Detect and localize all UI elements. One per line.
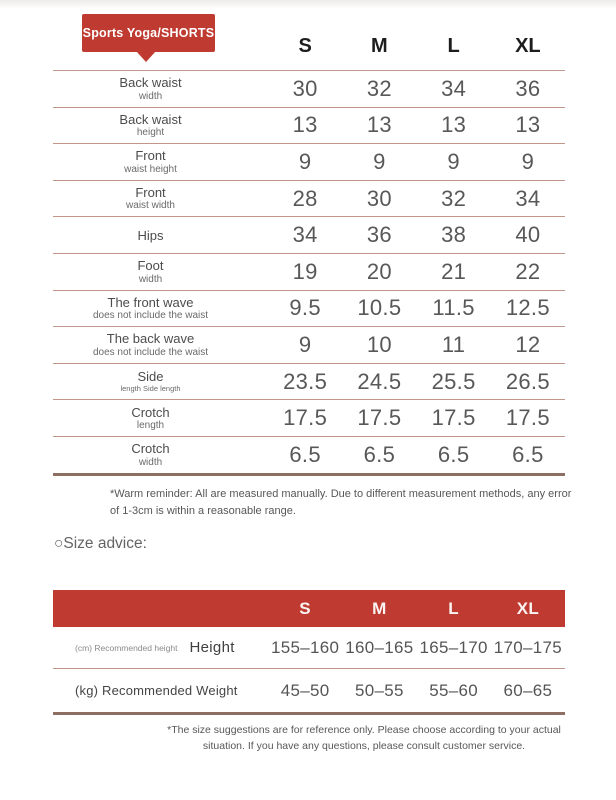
- row-label-sub: height: [136, 127, 165, 139]
- cell-value: 30: [292, 75, 318, 101]
- row-label-sub: width: [138, 273, 163, 285]
- cell-value: 17.5: [283, 405, 328, 431]
- cell-value: 9: [298, 331, 312, 357]
- cell-value: 55–60: [429, 680, 479, 700]
- cell-value: 11.5: [432, 295, 475, 321]
- row-label-main: Front: [135, 185, 166, 201]
- cell-value: 26.5: [505, 368, 550, 394]
- cell-value: 12: [515, 331, 541, 357]
- cell-value: 30: [366, 185, 392, 211]
- table-row-front-waist-width: [53, 180, 565, 217]
- cell-value: 6.5: [437, 441, 470, 467]
- cell-value: 28: [292, 185, 318, 211]
- row-label: [53, 639, 268, 656]
- row-label: [53, 405, 268, 432]
- row-label: [53, 148, 268, 175]
- cell-value: 6.5: [363, 441, 396, 467]
- table-row-crotch-width: [53, 436, 565, 473]
- photo-edge-shading: [0, 0, 616, 9]
- cell-value: 17.5: [505, 405, 550, 431]
- column-letter-s: S: [298, 34, 312, 57]
- cell-value: 34: [292, 222, 318, 248]
- table-row-back-waist-width: [53, 70, 565, 107]
- cell-value: 9.5: [289, 295, 321, 321]
- row-label-main: Back waist: [119, 111, 182, 127]
- cell-value: 9: [447, 148, 460, 174]
- table-row-front-wave: [53, 290, 565, 327]
- row-label-main: The back wave: [106, 331, 195, 347]
- row-label-main: Hips: [137, 227, 164, 243]
- row-label: (kg) Recommended Weight: [75, 683, 238, 698]
- cell-value: 11: [441, 331, 466, 357]
- advice-row-height: [53, 627, 565, 668]
- cell-value: 10.5: [357, 295, 402, 321]
- size-advice-table: [53, 590, 565, 715]
- row-label: [53, 369, 268, 393]
- table-row-crotch-length: [53, 399, 565, 436]
- cell-value: 45–50: [280, 680, 330, 700]
- row-label-main: Front: [135, 148, 166, 164]
- cell-value: 17.5: [357, 405, 402, 431]
- table-row-front-waist-height: [53, 143, 565, 180]
- advice-column-letter-xl: XL: [516, 598, 540, 618]
- badge-label: Sports Yoga/SHORTS: [82, 26, 215, 40]
- cell-value: 10: [366, 331, 392, 357]
- cell-value: 13: [292, 112, 318, 138]
- cell-value: 24.5: [357, 368, 402, 394]
- measurement-table: [53, 70, 565, 476]
- row-label-sub: width: [138, 456, 163, 468]
- column-letter-xl: XL: [515, 34, 541, 57]
- advice-column-letter-s: S: [299, 598, 311, 618]
- cell-value: 9: [373, 148, 386, 174]
- advice-column-letter-l: L: [448, 598, 459, 618]
- table-row-hips: [53, 216, 565, 253]
- size-advice-header-bar: [53, 590, 565, 627]
- cell-value: 36: [515, 75, 541, 101]
- cell-value: 13: [515, 112, 541, 138]
- cell-value: 36: [366, 222, 392, 248]
- cell-value: 50–55: [354, 680, 404, 700]
- cell-value: 13: [441, 112, 467, 138]
- cell-value: 23.5: [283, 368, 328, 394]
- row-label-sub: width: [138, 90, 163, 102]
- row-label-sub: does not include the waist: [92, 310, 209, 322]
- cell-value: 6.5: [289, 441, 321, 467]
- row-label: [53, 441, 268, 468]
- cell-value: 20: [366, 258, 392, 284]
- cell-value: 40: [515, 222, 541, 248]
- row-label-main: Crotch: [131, 404, 170, 420]
- size-advice-heading: ○Size advice:: [54, 535, 147, 552]
- unit-label: (cm) Recommended height: [75, 642, 178, 653]
- footer-note: *The size suggestions are for reference only. Please choose according to your actual situation. If you have any questions, please consult customer service.: [167, 724, 561, 752]
- row-label: [53, 75, 268, 102]
- row-label-main: Crotch: [131, 441, 170, 457]
- row-label-main: Side: [137, 369, 164, 385]
- cell-value: 17.5: [431, 405, 476, 431]
- row-label: [53, 185, 268, 212]
- column-letter-l: L: [447, 34, 460, 57]
- row-label-sub: length: [136, 419, 165, 431]
- row-label-main: Back waist: [119, 75, 182, 91]
- cell-value: 6.5: [512, 441, 544, 467]
- cell-value: 32: [441, 185, 467, 211]
- row-label-main: The front wave: [107, 294, 194, 310]
- cell-value: 60–65: [503, 680, 553, 700]
- cell-value: 32: [366, 75, 392, 101]
- cell-value: 34: [515, 185, 541, 211]
- row-label-sub: waist height: [124, 163, 177, 175]
- cell-value: 34: [441, 75, 467, 101]
- row-label: [53, 228, 268, 243]
- cell-value: 13: [366, 112, 392, 138]
- cell-value: 155–160: [270, 637, 340, 657]
- cell-value: 9: [298, 148, 312, 174]
- row-label: [53, 112, 268, 139]
- row-label: [53, 331, 268, 358]
- cell-value: 170–175: [493, 637, 563, 657]
- column-letter-m: M: [371, 34, 388, 57]
- cell-value: 19: [292, 258, 318, 284]
- warm-reminder-note: *Warm reminder: All are measured manually. Due to different measurement methods, any error of 1-3cm is within a reasonable range.: [110, 488, 572, 517]
- advice-column-letter-m: M: [372, 598, 387, 618]
- table-row-foot-width: [53, 253, 565, 290]
- row-label-sub: waist width: [126, 200, 175, 212]
- row-label: [53, 295, 268, 322]
- size-column-header: [53, 32, 565, 60]
- row-label-main: Foot: [137, 258, 164, 274]
- table-row-side-length: [53, 363, 565, 400]
- row-label-sub: does not include the waist: [92, 346, 209, 358]
- table-row-back-wave: [53, 326, 565, 363]
- row-label-sub: length Side length: [120, 383, 181, 393]
- cell-value: 38: [441, 222, 467, 248]
- row-label-main: Height: [189, 639, 235, 656]
- table-row-back-waist-height: [53, 107, 565, 144]
- cell-value: 165–170: [419, 637, 488, 657]
- cell-value: 21: [441, 258, 467, 284]
- cell-value: 9: [521, 148, 535, 174]
- row-label: [53, 258, 268, 285]
- cell-value: 22: [515, 258, 541, 284]
- cell-value: 12.5: [505, 295, 550, 321]
- advice-row-weight: [53, 668, 565, 712]
- cell-value: 25.5: [431, 368, 476, 394]
- cell-value: 160–165: [345, 637, 414, 657]
